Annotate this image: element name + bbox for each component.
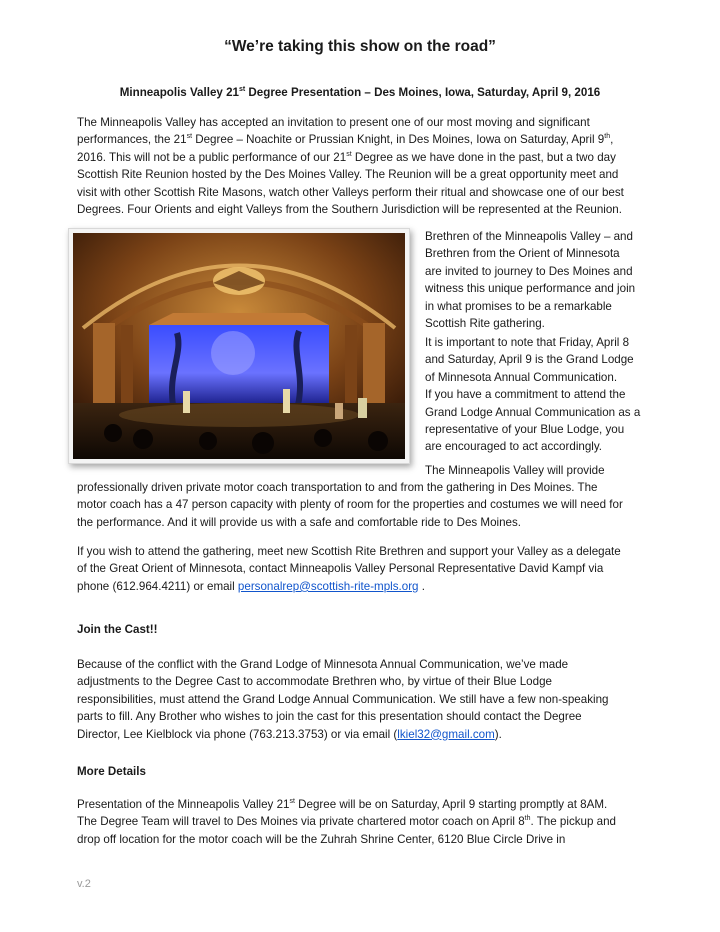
document-title: “We’re taking this show on the road” bbox=[224, 38, 496, 55]
personal-rep-email-link[interactable]: personalrep@scottish-rite-mpls.org bbox=[237, 579, 419, 593]
join-cast-heading: Join the Cast!! bbox=[77, 623, 158, 636]
degree-director-email-link[interactable]: lkiel32@gmail.com bbox=[397, 727, 495, 741]
more-details-heading: More Details bbox=[77, 765, 146, 778]
side-paragraph-invitation: Brethren of the Minneapolis Valley – and Brethren from the Orient of Minnesota are invited to journey to Des Moines and witness this unique performance and join in what promises to be a remarkable Scottish Rite gathering. bbox=[425, 230, 636, 331]
version-footer: v.2 bbox=[77, 878, 91, 890]
theater-stage-illustration bbox=[73, 233, 405, 459]
join-cast-paragraph: Because of the conflict with the Grand Lodge of Minnesota Annual Communication, we’ve made adjustments to the Degree Cast to accommodate Brethren who, by virtue of their Blue Lodge responsibilities, must attend the Grand Lodge Annual Communication. We still have a few non-speaking parts to fill. Any Brother who wishes to join the cast for this presentation should contact the Degree Director, Lee Kielblock via phone (763.213.3753) or via email (lkiel32@gmail.com). bbox=[77, 658, 609, 741]
attend-paragraph: If you wish to attend the gathering, meet new Scottish Rite Brethren and support your Valley as a delegate of the Great Orient of Minnesota, contact Minneapolis Valley Personal Representative David Kampf via phone (612.964.4211) or email personalrep@scottish-rite-mpls.org . bbox=[77, 545, 621, 593]
coach-paragraph: professionally driven private motor coach transportation to and from the gathering in Des Moines. The motor coach has a 47 person capacity with plenty of room for the properties and costumes we will need for the performance. And it will provide us with a safe and comfortable ride to Des Moines. bbox=[77, 481, 623, 529]
intro-paragraph: The Minneapolis Valley has accepted an invitation to present one of our most moving and significant performances, the 21st Degree – Noachite or Prussian Knight, in Des Moines, Iowa on Saturday, April 9th, 2016. This will not be a public performance of our 21st Degree as we have done in the past, but a two day Scottish Rite Reunion hosted by the Des Moines Valley. The Reunion will be a great opportunity meet and visit with other Scottish Rite Masons, watch other Valleys perform their ritual and showcase one of our best Degrees. Four Orients and eight Valleys from the Southern Jurisdiction will be represented at the Reunion. bbox=[77, 116, 624, 217]
side-paragraph-grand-lodge: It is important to note that Friday, April 8 and Saturday, April 9 is the Grand Lodge of Minnesota Annual Communication. If you have a commitment to attend the Grand Lodge Annual Communication as a representative of your Blue Lodge, you are encouraged to act accordingly. bbox=[425, 336, 641, 454]
document-subtitle: Minneapolis Valley 21st Degree Presentation – Des Moines, Iowa, Saturday, April 9, 2016 bbox=[119, 86, 601, 99]
theater-stage-photo bbox=[68, 228, 410, 464]
more-details-paragraph: Presentation of the Minneapolis Valley 21st Degree will be on Saturday, April 9 starting promptly at 8AM. The Degree Team will travel to Des Moines via private chartered motor coach on April 8th. The pickup and drop off location for the motor coach will be the Zuhrah Shrine Center, 6120 Blue Circle Drive in bbox=[77, 798, 616, 846]
coach-paragraph-first-line: The Minneapolis Valley will provide bbox=[425, 464, 605, 477]
